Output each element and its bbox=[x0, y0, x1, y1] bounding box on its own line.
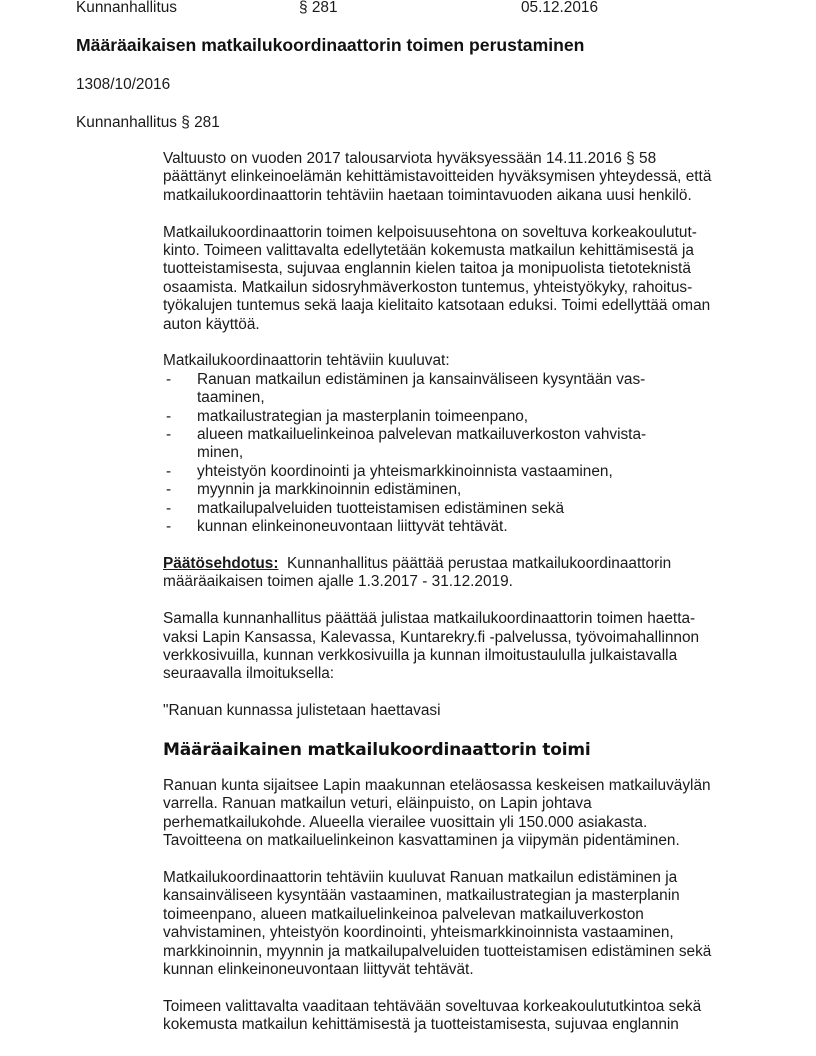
text-line: kokemusta matkailun kehittämisestä ja tuotteistamisesta, sujuvaa englannin bbox=[163, 1016, 679, 1034]
list-item bbox=[163, 371, 753, 408]
text-line: Valtuusto on vuoden 2017 talousarviota hyväksyessään 14.11.2016 § 58 bbox=[163, 150, 657, 167]
list-item bbox=[163, 500, 753, 518]
body-reference: Kunnanhallitus § 281 bbox=[76, 114, 220, 131]
text-line: kansainväliseen kysyntään vastaaminen, matkailustrategian ja masterplanin bbox=[163, 887, 680, 905]
text-line: kunnan elinkeinoneuvontaan liittyvät tehtävät. bbox=[197, 518, 508, 536]
text-line: alueen matkailuelinkeinoa palvelevan matkailuverkoston vahvista- bbox=[197, 426, 647, 444]
text-line: matkailupalveluiden tuotteistamisen edistäminen sekä bbox=[197, 499, 565, 517]
text-line: Matkailukoordinaattorin toimen kelpoisuusehtona on soveltuva korkeakoulutut- bbox=[163, 223, 697, 241]
proposal-paragraph bbox=[163, 555, 753, 592]
text-line: taaminen, bbox=[197, 389, 265, 407]
text-line: matkailustrategian ja masterplanin toimeenpano, bbox=[197, 407, 529, 425]
text-line: kunnan elinkeinoneuvontaan liittyvät tehtävät. bbox=[163, 960, 474, 978]
dash-bullet-icon: - bbox=[166, 481, 172, 499]
text-line: osaamista. Matkailun sidosryhmäverkoston tuntemus, yhteistyökyky, rahoitus- bbox=[163, 278, 693, 296]
text-line: varrella. Ranuan matkailun veturi, eläinpuisto, on Lapin johtava bbox=[163, 795, 592, 813]
dash-bullet-icon: - bbox=[166, 499, 172, 517]
dash-bullet-icon: - bbox=[166, 518, 172, 536]
text-line: päättänyt elinkeinoelämän kehittämistavoitteiden hyväksymisen yhteydessä, että bbox=[163, 168, 712, 186]
list-item bbox=[163, 408, 753, 426]
list-item bbox=[163, 518, 753, 536]
text-line: toimeenpano, alueen matkailuelinkeinoa palvelevan matkailuverkoston bbox=[163, 905, 644, 923]
list-item bbox=[163, 463, 753, 481]
text-line: verkkosivuilla, kunnan verkkosivuilla ja kunnan ilmoitustaululla julkaistavalla bbox=[163, 646, 678, 664]
text-line: vaksi Lapin Kansassa, Kalevassa, Kuntarekry.fi -palvelussa, työvoimahallinnon bbox=[163, 628, 700, 646]
document-content bbox=[163, 150, 753, 1053]
page-header bbox=[76, 0, 776, 19]
announcement-paragraph bbox=[163, 610, 753, 684]
text-line: määräaikaisen toimen ajalle 1.3.2017 - 31.12.2019. bbox=[163, 573, 513, 591]
text-line: matkailukoordinaattorin tehtäviin haetaan toimintavuoden aikana uusi henkilö. bbox=[163, 186, 692, 204]
text-line: kinto. Toimeen valittavalta edellytetään kokemusta matkailun kehittämisestä ja bbox=[163, 242, 694, 260]
text-line: Tavoitteena on matkailuelinkeinon kasvattaminen ja viipymän pidentäminen. bbox=[163, 832, 680, 850]
text-line: seuraavalla ilmoituksella: bbox=[163, 665, 335, 683]
text-line: työkalujen tuntemus sekä laaja kielitaito katsotaan eduksi. Toimi edellyttää oman bbox=[163, 297, 711, 315]
dash-bullet-icon: - bbox=[166, 426, 172, 444]
text-line: Toimeen valittavalta vaaditaan tehtävään soveltuvaa korkeakoulututkintoa sekä bbox=[163, 997, 702, 1015]
text-line: vahvistaminen, yhteistyön koordinointi, yhteismarkkinoinnista vastaaminen, bbox=[163, 924, 674, 942]
dash-bullet-icon: - bbox=[166, 370, 172, 388]
text-line: Ranuan matkailun edistäminen ja kansainväliseen kysyntään vas- bbox=[197, 370, 646, 388]
header-date: 05.12.2016 bbox=[521, 0, 599, 16]
list-item bbox=[163, 481, 753, 499]
tasks-list bbox=[163, 371, 753, 537]
ad-duties-paragraph bbox=[163, 869, 753, 979]
text-line: yhteistyön koordinointi ja yhteismarkkinoinnista vastaaminen, bbox=[197, 462, 613, 480]
proposal-text: Kunnanhallitus päättää perustaa matkailukoordinaattorin bbox=[278, 554, 672, 572]
text-line bbox=[163, 555, 753, 573]
ad-requirements-paragraph bbox=[163, 998, 753, 1035]
text-line: tuotteistamisesta, sujuvaa englannin kielen taitoa ja monipuolista tietoteknistä bbox=[163, 260, 691, 278]
text-line: Matkailukoordinaattorin tehtäviin kuuluvat Ranuan matkailun edistäminen ja bbox=[163, 868, 678, 886]
text-line: Samalla kunnanhallitus päättää julistaa matkailukoordinaattorin toimen haetta- bbox=[163, 610, 696, 628]
dash-bullet-icon: - bbox=[166, 462, 172, 480]
text-line: myynnin ja markkinoinnin edistäminen, bbox=[197, 481, 462, 499]
ad-heading: Määräaikainen matkailukoordinaattorin toimi bbox=[163, 739, 591, 760]
text-line: markkinoinnin, myynnin ja matkailupalveluiden tuotteistamisen edistäminen sekä bbox=[163, 942, 712, 960]
header-body-name: Kunnanhallitus bbox=[76, 0, 177, 16]
text-line: minen, bbox=[197, 444, 244, 462]
dash-bullet-icon: - bbox=[166, 407, 172, 425]
tasks-intro: Matkailukoordinaattorin tehtäviin kuuluvat: bbox=[163, 352, 450, 370]
proposal-label: Päätösehdotus: bbox=[163, 554, 279, 572]
header-section-number: § 281 bbox=[299, 0, 338, 16]
ad-location-paragraph bbox=[163, 777, 753, 851]
case-number: 1308/10/2016 bbox=[76, 76, 171, 93]
quote-start: "Ranuan kunnassa julistetaan haettavasi bbox=[163, 702, 441, 720]
qualifications-paragraph bbox=[163, 224, 753, 334]
text-line: Ranuan kunta sijaitsee Lapin maakunnan eteläosassa keskeisen matkailuväylän bbox=[163, 776, 711, 794]
intro-paragraph bbox=[163, 150, 753, 205]
text-line: auton käyttöä. bbox=[163, 315, 260, 333]
document-title: Määräaikaisen matkailukoordinaattorin toimen perustaminen bbox=[76, 35, 585, 55]
text-line: perhematkailukohde. Alueella vierailee vuosittain yli 150.000 asiakasta. bbox=[163, 813, 648, 831]
list-item bbox=[163, 426, 753, 463]
